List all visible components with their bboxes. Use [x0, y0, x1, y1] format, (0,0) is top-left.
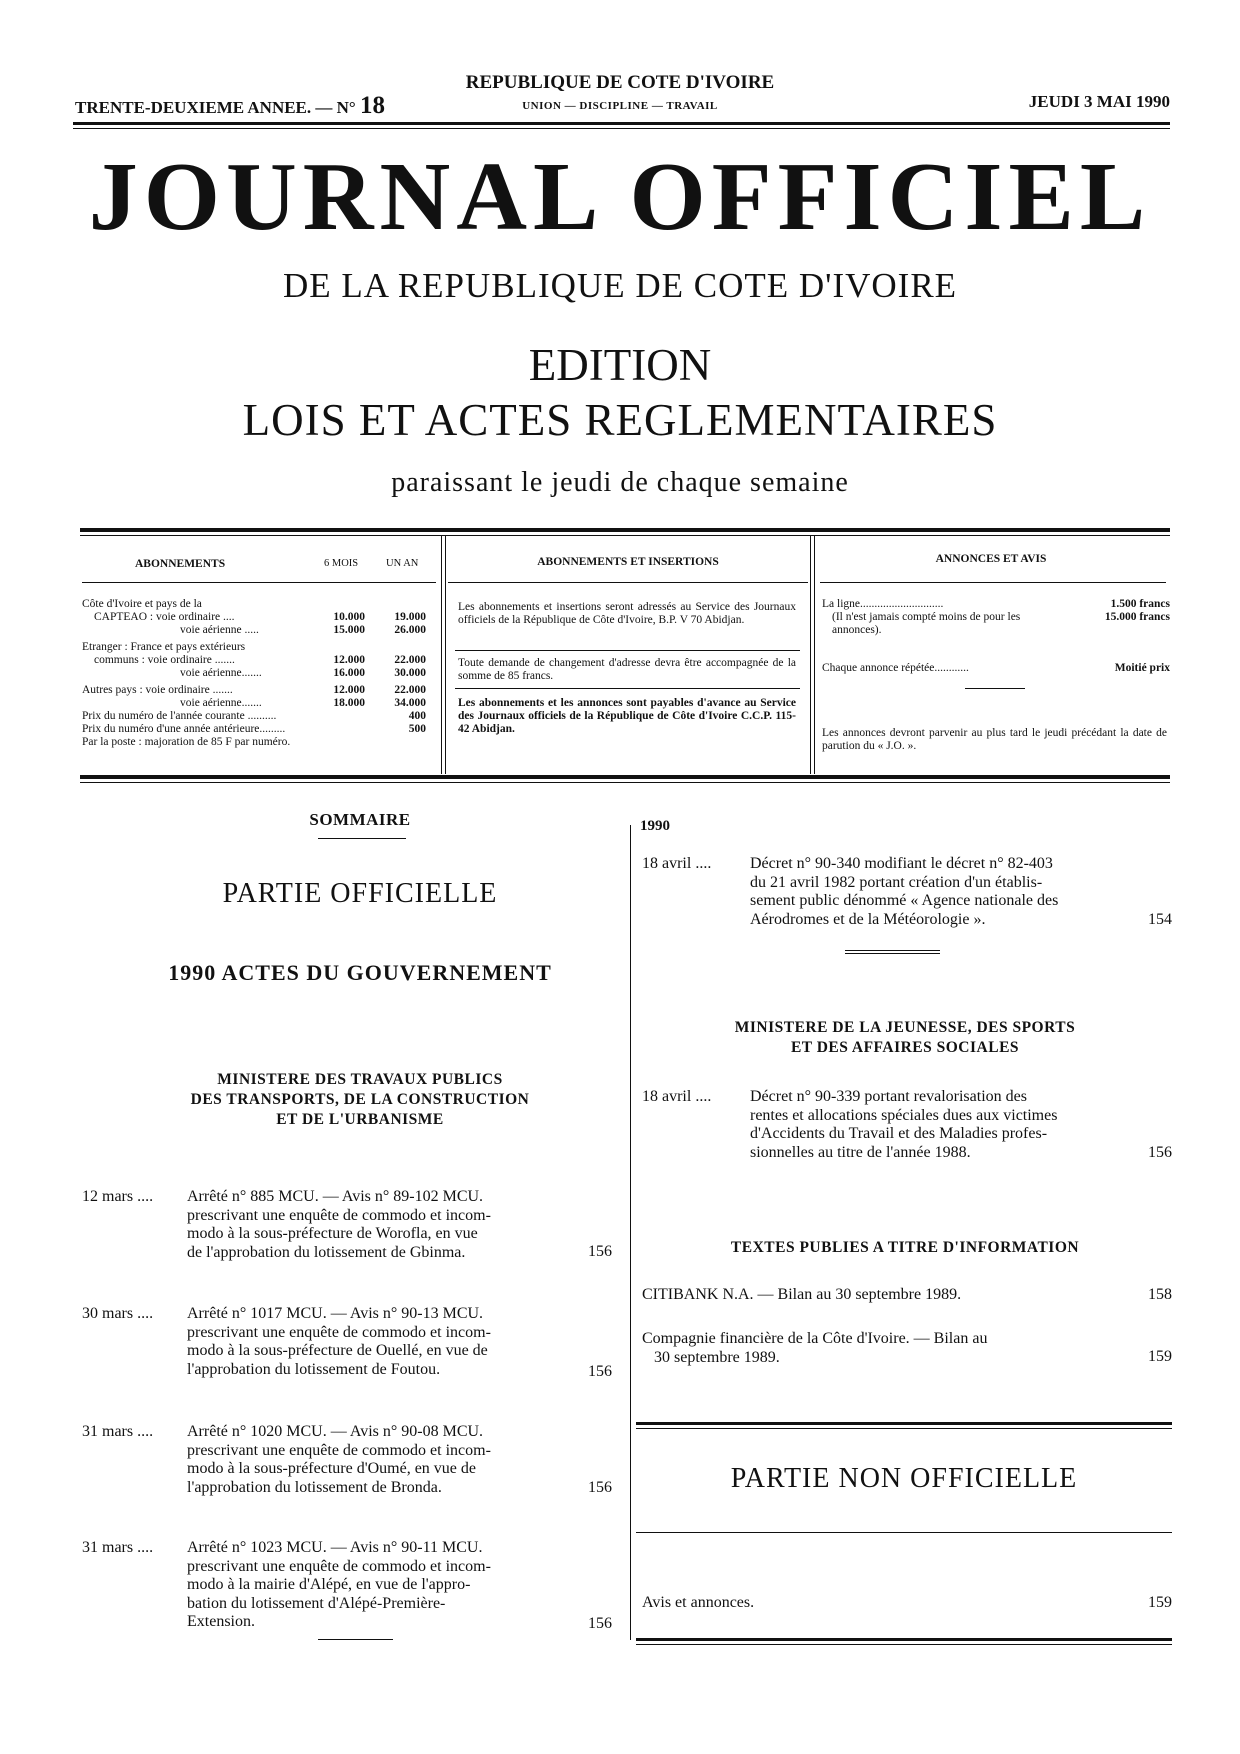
toc-entry-citibank [642, 1286, 1172, 1308]
entry-text [187, 1305, 577, 1379]
toc-entry [642, 1088, 1172, 1168]
annonces-min-label: (Il n'est jamais compté moins de pour les annonces). [832, 611, 1021, 636]
issue-year-label: TRENTE-DEUXIEME ANNEE. — N° 18 [75, 92, 385, 119]
sep-rule-b [845, 953, 940, 954]
header-rule-thin [73, 128, 1170, 129]
entry-date: 31 mars .... [82, 1423, 154, 1440]
subscription-one-year: 26.000 [394, 624, 426, 636]
col-one-year: UN AN [386, 558, 419, 569]
subscription-six-months: 12.000 [333, 684, 365, 696]
sommaire-underline [318, 838, 406, 839]
edition-label: EDITION [528, 340, 712, 390]
bottom-rule-thin [636, 1644, 1172, 1645]
subscription-row [82, 611, 434, 624]
box-divider-1b [445, 536, 446, 774]
entry-text [187, 1188, 577, 1262]
entry-line: d'Accidents du Travail et des Maladies profes- [750, 1125, 1048, 1142]
subscription-row [82, 667, 434, 680]
entry-page: 156 [588, 1363, 612, 1380]
col-six-months: 6 MOIS [324, 558, 359, 569]
subscription-one-year: 30.000 [394, 667, 426, 679]
right-year: 1990 [640, 818, 670, 834]
sep-rule [845, 950, 940, 951]
entry-line: l'approbation du lotissement de Bronda. [187, 1478, 442, 1496]
subscription-label: Autres pays : voie ordinaire ....... [82, 684, 233, 696]
entry-text [750, 855, 1128, 929]
subscription-label: voie aérienne....... [180, 667, 262, 679]
insertions-payment: Les abonnements et les annonces sont payables d'avance au Service des Journaux officiels de la République de Côte d'Ivoire C.C.P. 115-42 Abidjan. [458, 697, 796, 735]
insertions-address: Les abonnements et insertions seront adressés au Service des Journaux officiels de la République de Côte d'Ivoire, B.P. V 70 Abidjan. [458, 601, 796, 626]
subscription-six-months: 12.000 [333, 654, 365, 666]
entry-line: rentes et allocations spéciales dues aux victimes [750, 1106, 1058, 1124]
box-bottom-rule [80, 775, 1170, 779]
box-divider-2b [814, 536, 815, 774]
box-bottom-rule-thin [80, 782, 1170, 783]
partie-officielle-heading: PARTIE OFFICIELLE [222, 878, 498, 909]
box-divider-1 [441, 536, 442, 774]
entry-date: 18 avril .... [642, 855, 712, 872]
toc-entry [82, 1188, 622, 1268]
entry-page: 159 [1148, 1348, 1172, 1365]
subscription-row [82, 598, 434, 611]
subscription-label: Etranger : France et pays extérieurs [82, 641, 246, 653]
subscription-label: communs : voie ordinaire ....... [94, 654, 235, 666]
entry-line: Arrêté n° 1017 MCU. — Avis n° 90-13 MCU. [187, 1305, 484, 1322]
subscription-row [82, 723, 434, 736]
entry-line: Arrêté n° 1023 MCU. — Avis n° 90-11 MCU. [187, 1539, 483, 1556]
subscription-label: Prix du numéro de l'année courante .......... [82, 710, 277, 722]
entry-date: 12 mars .... [82, 1188, 154, 1205]
entry-line: Décret n° 90-340 modifiant le décret n° 82-403 [750, 855, 1053, 872]
insertions-sep-2 [455, 688, 800, 689]
sommaire-title: SOMMAIRE [309, 810, 411, 829]
insertions-change: Toute demande de changement d'adresse devra être accompagnée de la somme de 85 francs. [458, 657, 796, 682]
entry-line: Aérodromes et de la Météorologie ». [750, 910, 986, 928]
ministry-line: MINISTERE DE LA JEUNESSE, DES SPORTS [734, 1019, 1076, 1036]
ministry-jeunesse [640, 1018, 1170, 1058]
entry-line: modo à la sous-préfecture de Ouellé, en vue de [187, 1342, 488, 1359]
box-top-rule [80, 528, 1170, 532]
subscriptions-title: ABONNEMENTS [135, 558, 226, 570]
bottom-rule [636, 1638, 1172, 1641]
entry-page: 156 [588, 1243, 612, 1260]
ministry-line: DES TRANSPORTS, DE LA CONSTRUCTION [190, 1091, 530, 1108]
entry-line: Compagnie financière de la Côte d'Ivoire. — Bilan au [642, 1330, 988, 1347]
non-officielle-underline [636, 1532, 1172, 1533]
entry-date: 30 mars .... [82, 1305, 154, 1322]
toc-entry [82, 1539, 622, 1639]
issue-date: JEUDI 3 MAI 1990 [1028, 92, 1170, 111]
entry-line: modo à la sous-préfecture d'Oumé, en vue de [187, 1460, 476, 1477]
entry-line: 30 septembre 1989. [654, 1348, 780, 1366]
entry-line: Décret n° 90-339 portant revalorisation des [750, 1088, 1027, 1105]
subscription-six-months: 10.000 [333, 611, 365, 623]
entry-line: Arrêté n° 1020 MCU. — Avis n° 90-08 MCU. [187, 1423, 484, 1440]
subscription-row [82, 710, 434, 723]
annonces-repeat-label: Chaque annonce répétée............ [822, 662, 969, 674]
non-officielle-rule-thin [636, 1428, 1172, 1429]
entry-line: l'approbation du lotissement de Foutou. [187, 1360, 441, 1378]
header-rule [73, 122, 1170, 125]
subscriptions-table [82, 598, 434, 749]
journal-subtitle: DE LA REPUBLIQUE DE COTE D'IVOIRE [282, 266, 958, 305]
non-officielle-rule [636, 1422, 1172, 1425]
entry-line: sement public dénommé « Agence nationale des [750, 892, 1059, 909]
subscription-six-months: 16.000 [333, 667, 365, 679]
toc-entry [642, 855, 1172, 935]
subscription-one-year: 34.000 [394, 697, 426, 709]
entry-text [187, 1539, 577, 1632]
insertions-sep-1 [455, 650, 800, 651]
journal-title: JOURNAL OFFICIEL [88, 143, 1152, 251]
issue-number: 18 [359, 92, 385, 119]
subscription-row [82, 697, 434, 710]
entry-line: Extension. [187, 1613, 255, 1630]
subscription-label: voie aérienne ..... [180, 624, 259, 636]
entry-text [750, 1088, 1128, 1162]
ministry-line: ET DE L'URBANISME [276, 1111, 444, 1128]
entry-page: 159 [1148, 1594, 1172, 1611]
edition-title: LOIS ET ACTES REGLEMENTAIRES [242, 395, 998, 445]
toc-entry [82, 1305, 622, 1385]
annonces-ligne-price: 1.500 francs [1110, 598, 1170, 610]
entry-line: prescrivant une enquête de commodo et incom- [187, 1557, 491, 1575]
subscription-one-year: 22.000 [394, 654, 426, 666]
subscription-six-months: 15.000 [333, 624, 365, 636]
subscription-label: CAPTEAO : voie ordinaire .... [94, 611, 235, 623]
republic-name: REPUBLIQUE DE COTE D'IVOIRE [465, 72, 775, 93]
entry-date: 31 mars .... [82, 1539, 154, 1556]
entry-text [187, 1423, 577, 1497]
subscription-label: Prix du numéro d'une année antérieure......... [82, 723, 286, 735]
subscription-label: Par la poste : majoration de 85 F par numéro. [82, 736, 291, 748]
annonces-repeat-price: Moitié prix [1114, 662, 1170, 674]
column-separator [630, 825, 631, 1640]
entry-line: modo à la mairie d'Alépé, en vue de l'appro- [187, 1576, 471, 1593]
annonces-min-price: 15.000 francs [1104, 611, 1170, 623]
entry-line: prescrivant une enquête de commodo et incom- [187, 1323, 491, 1341]
subscription-one-year: 19.000 [394, 611, 426, 623]
annonces-title: ANNONCES ET AVIS [935, 553, 1047, 565]
entry-page: 158 [1148, 1286, 1172, 1303]
entry-page: 156 [1148, 1144, 1172, 1161]
entry-text [642, 1330, 1120, 1367]
entry-page: 156 [588, 1479, 612, 1496]
entry-text: CITIBANK N.A. — Bilan au 30 septembre 1989. [642, 1286, 962, 1303]
subscription-row [82, 624, 434, 637]
textes-information-heading: TEXTES PUBLIES A TITRE D'INFORMATION [730, 1239, 1080, 1256]
entry-line: sionnelles au titre de l'année 1988. [750, 1143, 971, 1161]
subscription-row [82, 684, 434, 697]
toc-entry-compagnie [642, 1330, 1172, 1374]
motto: UNION — DISCIPLINE — TRAVAIL [522, 100, 718, 112]
annonces-header-underline [820, 582, 1166, 583]
insertions-header-underline [448, 582, 808, 583]
partie-non-officielle-heading: PARTIE NON OFFICIELLE [730, 1463, 1078, 1494]
subs-header-underline [82, 582, 436, 583]
publication-frequency: paraissant le jeudi de chaque semaine [391, 467, 849, 498]
annonces-deadline: Les annonces devront parvenir au plus tard le jeudi précédant la date de parution du « J.O. ». [822, 727, 1167, 752]
subscription-one-year: 22.000 [394, 684, 426, 696]
entry-line: modo à la sous-préfecture de Worofla, en vue [187, 1225, 478, 1242]
actes-gouvernement-heading: 1990 ACTES DU GOUVERNEMENT [168, 960, 552, 985]
entry-text: Avis et annonces. [642, 1594, 755, 1611]
subscription-row [82, 641, 434, 654]
subscription-one-year: 400 [408, 710, 426, 722]
toc-entry-avis [642, 1594, 1172, 1616]
subscription-one-year: 500 [408, 723, 426, 735]
end-rule-left [318, 1639, 393, 1640]
entry-line: bation du lotissement d'Alépé-Première- [187, 1594, 446, 1612]
entry-page: 154 [1148, 911, 1172, 928]
entry-line: prescrivant une enquête de commodo et incom- [187, 1441, 491, 1459]
entry-page: 156 [588, 1615, 612, 1632]
subscription-row [82, 654, 434, 667]
box-divider-2 [810, 536, 811, 774]
subscription-label: Côte d'Ivoire et pays de la [82, 598, 202, 610]
subscription-label: voie aérienne....... [180, 697, 262, 709]
box-top-rule-thin [80, 535, 1170, 536]
annonces-ligne-label: La ligne............................. [822, 598, 944, 610]
annonces-sep [965, 688, 1025, 689]
entry-line: de l'approbation du lotissement de Gbinma. [187, 1243, 466, 1261]
toc-entry [82, 1423, 622, 1503]
entry-line: du 21 avril 1982 portant création d'un établis- [750, 873, 1043, 891]
entry-date: 18 avril .... [642, 1088, 712, 1105]
entry-line: Arrêté n° 885 MCU. — Avis n° 89-102 MCU. [187, 1188, 484, 1205]
subscription-six-months: 18.000 [333, 697, 365, 709]
entry-line: prescrivant une enquête de commodo et incom- [187, 1206, 491, 1224]
ministry-line: MINISTERE DES TRAVAUX PUBLICS [217, 1071, 503, 1088]
subscription-row [82, 736, 434, 749]
insertions-title: ABONNEMENTS ET INSERTIONS [537, 556, 719, 568]
ministry-line: ET DES AFFAIRES SOCIALES [790, 1039, 1020, 1056]
ministry-travaux-publics [80, 1070, 640, 1130]
